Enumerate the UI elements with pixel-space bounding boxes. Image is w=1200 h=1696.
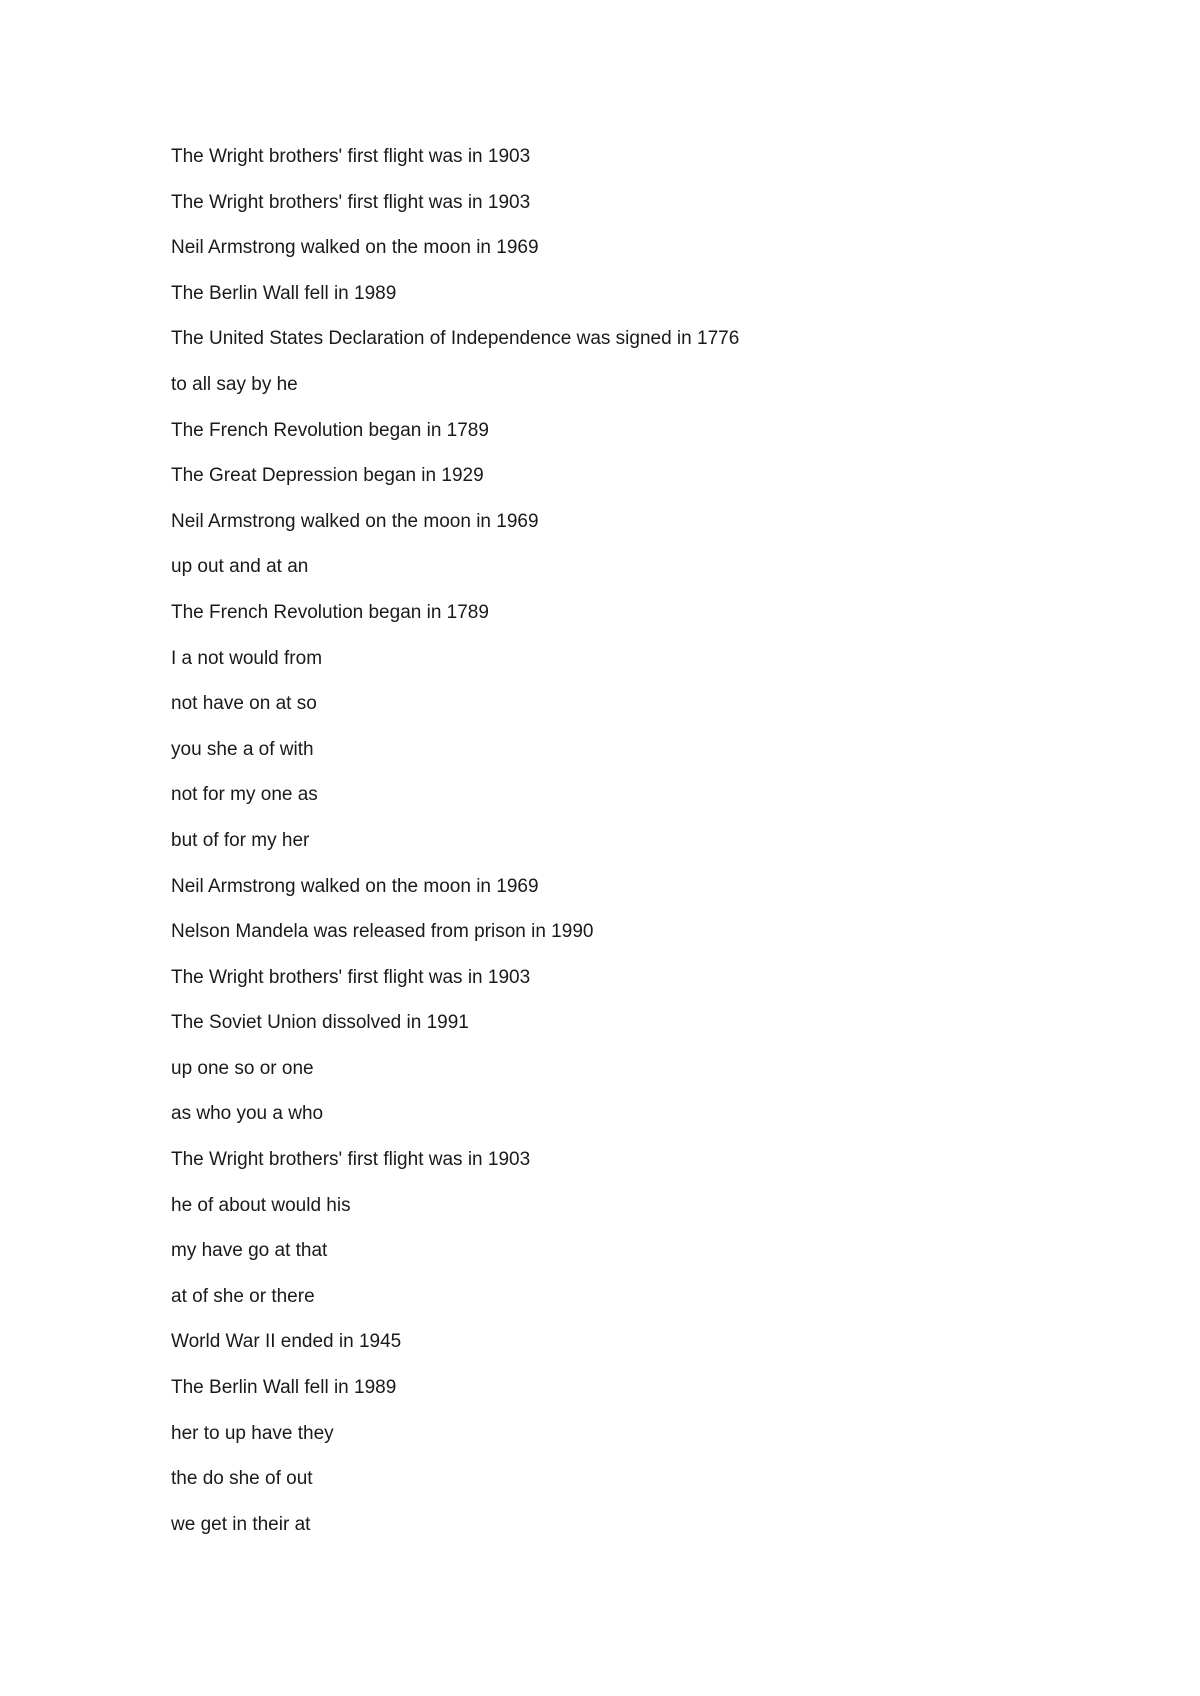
text-line: The United States Declaration of Independence was signed in 1776 bbox=[171, 328, 740, 350]
text-line: I a not would from bbox=[171, 647, 323, 669]
text-line: The Wright brothers' first flight was in 1903 bbox=[171, 191, 531, 213]
text-lines bbox=[171, 143, 739, 1556]
text-line: at of she or there bbox=[171, 1285, 315, 1307]
text-line: up one so or one bbox=[171, 1057, 314, 1079]
text-line: The French Revolution began in 1789 bbox=[171, 601, 489, 623]
text-line: The Wright brothers' first flight was in 1903 bbox=[171, 146, 531, 167]
text-line: the do she of out bbox=[171, 1468, 313, 1490]
text-line: The Wright brothers' first flight was in 1903 bbox=[171, 1149, 531, 1171]
text-line: The Berlin Wall fell in 1989 bbox=[171, 282, 397, 304]
text-line: as who you a who bbox=[171, 1103, 324, 1125]
text-line: Nelson Mandela was released from prison in 1990 bbox=[171, 921, 594, 943]
text-line: The French Revolution began in 1789 bbox=[171, 419, 489, 441]
text-line: The Wright brothers' first flight was in 1903 bbox=[171, 966, 531, 988]
text-line: The Great Depression began in 1929 bbox=[171, 465, 484, 487]
text-line: not for my one as bbox=[171, 784, 318, 806]
text-line: we get in their at bbox=[171, 1513, 311, 1535]
text-line: her to up have they bbox=[171, 1422, 334, 1444]
text-line: my have go at that bbox=[171, 1240, 328, 1262]
text-line: Neil Armstrong walked on the moon in 1969 bbox=[171, 875, 539, 897]
text-line: Neil Armstrong walked on the moon in 1969 bbox=[171, 237, 539, 259]
text-line: World War II ended in 1945 bbox=[171, 1331, 402, 1353]
text-line: he of about would his bbox=[171, 1194, 351, 1216]
text-line: to all say by he bbox=[171, 373, 298, 395]
text-line: you she a of with bbox=[171, 738, 314, 760]
text-line: The Soviet Union dissolved in 1991 bbox=[171, 1012, 469, 1034]
text-line: not have on at so bbox=[171, 693, 317, 715]
text-line: but of for my her bbox=[171, 829, 310, 851]
text-line: Neil Armstrong walked on the moon in 1969 bbox=[171, 510, 539, 532]
text-line: The Berlin Wall fell in 1989 bbox=[171, 1377, 397, 1399]
text-line: up out and at an bbox=[171, 556, 309, 578]
